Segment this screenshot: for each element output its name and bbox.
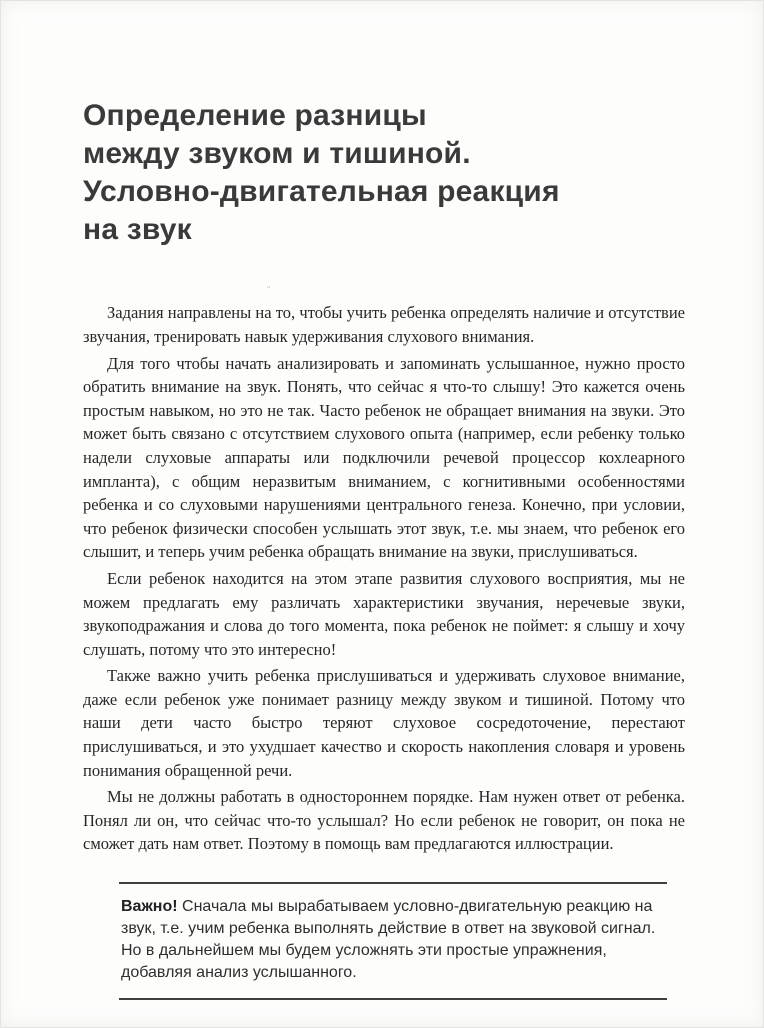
important-callout (119, 882, 667, 1000)
body-paragraph: Для того чтобы начать анализировать и запоминать услышанное, нужно просто обратить внимание на звук. Понять, что сейчас я что-то слышу! Это кажется очень простым навыком, но это не так. Часто ребенок не обращает внимания на звуки. Это может быть связано с отсутствием слухового опыта (например, если ребенку только надели слуховые аппараты или подключили речевой процессор кохлеарного импланта), с общим неразвитым вниманием, с когнитивными особенностями ребенка и со слуховыми нарушениями центрального генеза. Конечно, при условии, что ребенок физически способен услышать этот звук, т.е. мы знаем, что ребенок его слышит, и теперь учим ребенка обращать внимание на звуки, прислушиваться. (83, 353, 685, 562)
page-title (83, 97, 685, 249)
title-line-2: между звуком и тишиной. (83, 137, 471, 171)
title-line-4: на звук (83, 213, 192, 247)
body-paragraph: Также важно учить ребенка прислушиваться и удерживать слуховое внимание, даже если ребенок уже понимает разницу между звуком и тишиной. Потому что наши дети часто быстро теряют слуховое сосредоточение, перестают прислушиваться, и это ухудшает качество и скорость накопления словаря и уровень понимания обращенной речи. (83, 666, 685, 780)
scan-artifact: ¨ (267, 285, 271, 296)
title-line-1: Определение разницы (83, 99, 427, 132)
page-content (83, 97, 685, 1000)
important-label: Важно! (121, 898, 178, 916)
important-text: Сначала мы вырабатываем условно-двигательную реакцию на звук, т.е. учим ребенка выполнять действие в ответ на звуковой сигнал. Но в дальнейшем мы будем усложнять эти простые упражнения, добавляя анализ услышанного. (121, 898, 656, 982)
body-paragraph: Если ребенок находится на этом этапе развития слухового восприятия, мы не можем предлагать ему различать характеристики звучания, неречевые звуки, звукоподражания и слова до того момента, пока ребенок не поймет: я слышу и хочу слушать, потому что это интересно! (83, 568, 685, 659)
body-text (83, 301, 685, 856)
title-line-3: Условно-двигательная реакция (83, 175, 560, 209)
body-paragraph: Задания направлены на то, чтобы учить ребенка определять наличие и отсутствие звучания, тренировать навык удерживания слухового внимания. (83, 303, 685, 346)
body-paragraph: Мы не должны работать в одностороннем порядке. Нам нужен ответ от ребенка. Понял ли он, что сейчас что-то услышал? Но если ребенок не говорит, он пока не сможет дать нам ответ. Поэтому в помощь вам предлагаются иллюстрации. (83, 787, 685, 854)
